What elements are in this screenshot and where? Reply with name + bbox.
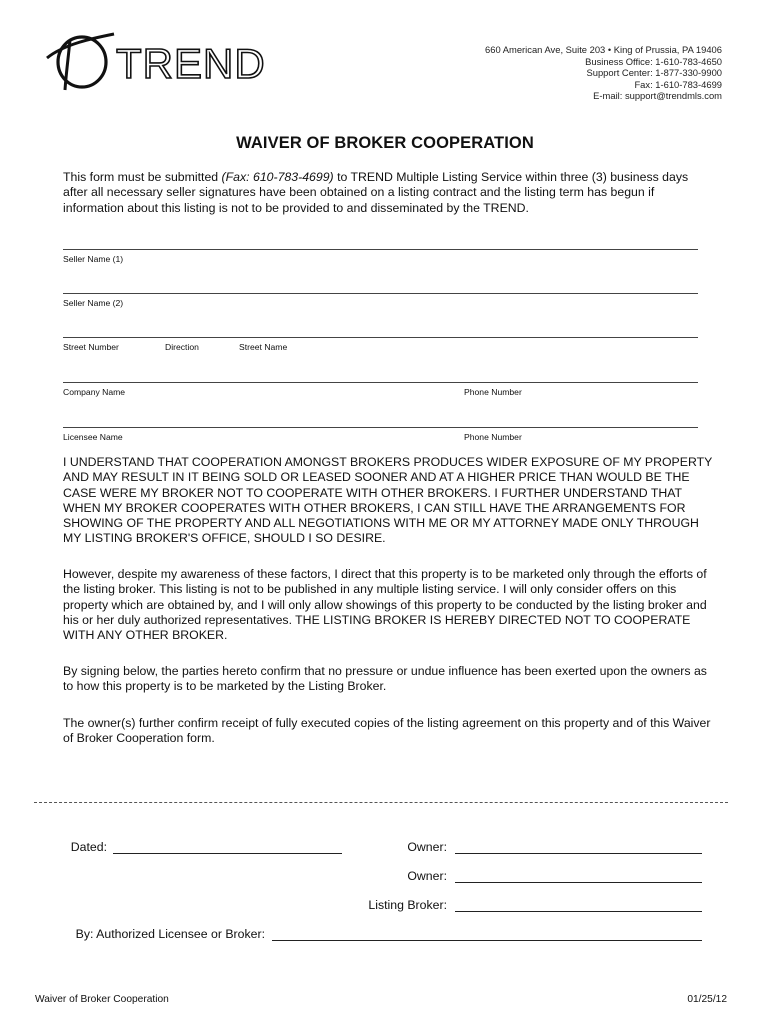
intro-text: This form must be submitted: [63, 170, 222, 184]
dated-field[interactable]: [113, 853, 342, 854]
trend-logo-mark: [44, 30, 334, 100]
licensee-phone-label: Phone Number: [464, 432, 522, 442]
company-field[interactable]: [63, 382, 698, 383]
authorized-licensee-signature-field[interactable]: [272, 940, 702, 941]
authorized-licensee-label: By: Authorized Licensee or Broker:: [75, 927, 265, 941]
address-line: 660 American Ave, Suite 203 • King of Prussia, PA 19406: [485, 44, 722, 55]
owner-2-label: Owner:: [407, 869, 447, 883]
seller-name-2-field[interactable]: [63, 293, 698, 294]
fax-number: Fax: 1-610-783-4699: [634, 78, 722, 90]
footer-form-name: Waiver of Broker Cooperation: [35, 994, 169, 1005]
company-name-label: Company Name: [63, 387, 126, 397]
intro-fax: (Fax: 610-783-4699): [221, 170, 334, 184]
contact-info: [485, 44, 722, 102]
listing-broker-label: Listing Broker:: [368, 898, 447, 912]
acknowledgement-paragraph: I UNDERSTAND THAT COOPERATION AMONGST BROKERS PRODUCES WIDER EXPOSURE OF MY PROPERTY AND MAY RESULT IN IT BEING SOLD OR LEASED SOONER AND AT A HIGHER PRICE THAN WOULD BE THE CASE WERE MY BROKER NOT TO COOPERATE WITH OTHER BROKERS. I FURTHER UNDERSTAND THAT WHEN MY BROKER COOPERATES WITH OTHER BROKERS, I CAN STILL HAVE THE ARRANGEMENTS FOR SHOWING OF THE PROPERTY AND ALL NEGOTIATIONS WITH ME OR MY ATTORNEY MADE ONLY THROUGH MY LISTING BROKER'S OFFICE, SHOULD I SO DESIRE.: [63, 455, 713, 546]
direction-paragraph: However, despite my awareness of these factors, I direct that this property is to be marketed only through the efforts of the listing broker. This listing is not to be published in any multiple listing service. I will only consider offers on this property which are obtained by, and I will only allow showings of this property to be conducted by the listing broker and his or her duly authorized representatives. THE LISTING BROKER IS HEREBY DIRECTED NOT TO COOPERATE WITH ANY OTHER BROKER.: [63, 567, 707, 643]
logo-text: TREND: [116, 40, 266, 87]
licensee-name-label: Licensee Name: [63, 432, 123, 442]
trend-logo: [44, 30, 334, 100]
street-number-label: Street Number: [63, 342, 119, 352]
seller-name-1-label: Seller Name (1): [63, 254, 124, 264]
intro-text-rest: to TREND Multiple Listing Service within three (3) business days after all necessary seller signatures have been obtained on a listing contract and the listing term has begun if information about this listing is not to be provided to and disseminated by the TREND.: [63, 170, 689, 215]
owner-1-signature-field[interactable]: [455, 853, 702, 854]
street-field[interactable]: [63, 337, 698, 338]
street-name-label: Street Name: [239, 342, 288, 352]
owner-2-signature-field[interactable]: [455, 882, 702, 883]
listing-broker-signature-field[interactable]: [455, 911, 702, 912]
company-phone-label: Phone Number: [464, 387, 522, 397]
footer-revision-date: 01/25/12: [687, 994, 727, 1005]
email-address: E-mail: support@trendmls.com: [593, 90, 722, 102]
support-center: Support Center: 1-877-330-9900: [586, 67, 722, 79]
owner-1-label: Owner:: [407, 840, 447, 854]
seller-name-2-label: Seller Name (2): [63, 298, 124, 308]
seller-name-1-field[interactable]: [63, 249, 698, 250]
no-pressure-paragraph: By signing below, the parties hereto confirm that no pressure or undue influence has been exerted upon the owners as to how this property is to be marketed by the Listing Broker.: [63, 664, 707, 694]
cut-line-divider: [34, 802, 728, 803]
direction-label: Direction: [165, 342, 199, 352]
dated-label: Dated:: [70, 840, 107, 854]
form-title: WAIVER OF BROKER COOPERATION: [236, 134, 534, 152]
licensee-field[interactable]: [63, 427, 698, 428]
business-office: Business Office: 1-610-783-4650: [585, 55, 722, 67]
intro-paragraph: [63, 170, 713, 216]
receipt-paragraph: The owner(s) further confirm receipt of fully executed copies of the listing agreement on this property and of this Waiver of Broker Cooperation form.: [63, 716, 711, 746]
